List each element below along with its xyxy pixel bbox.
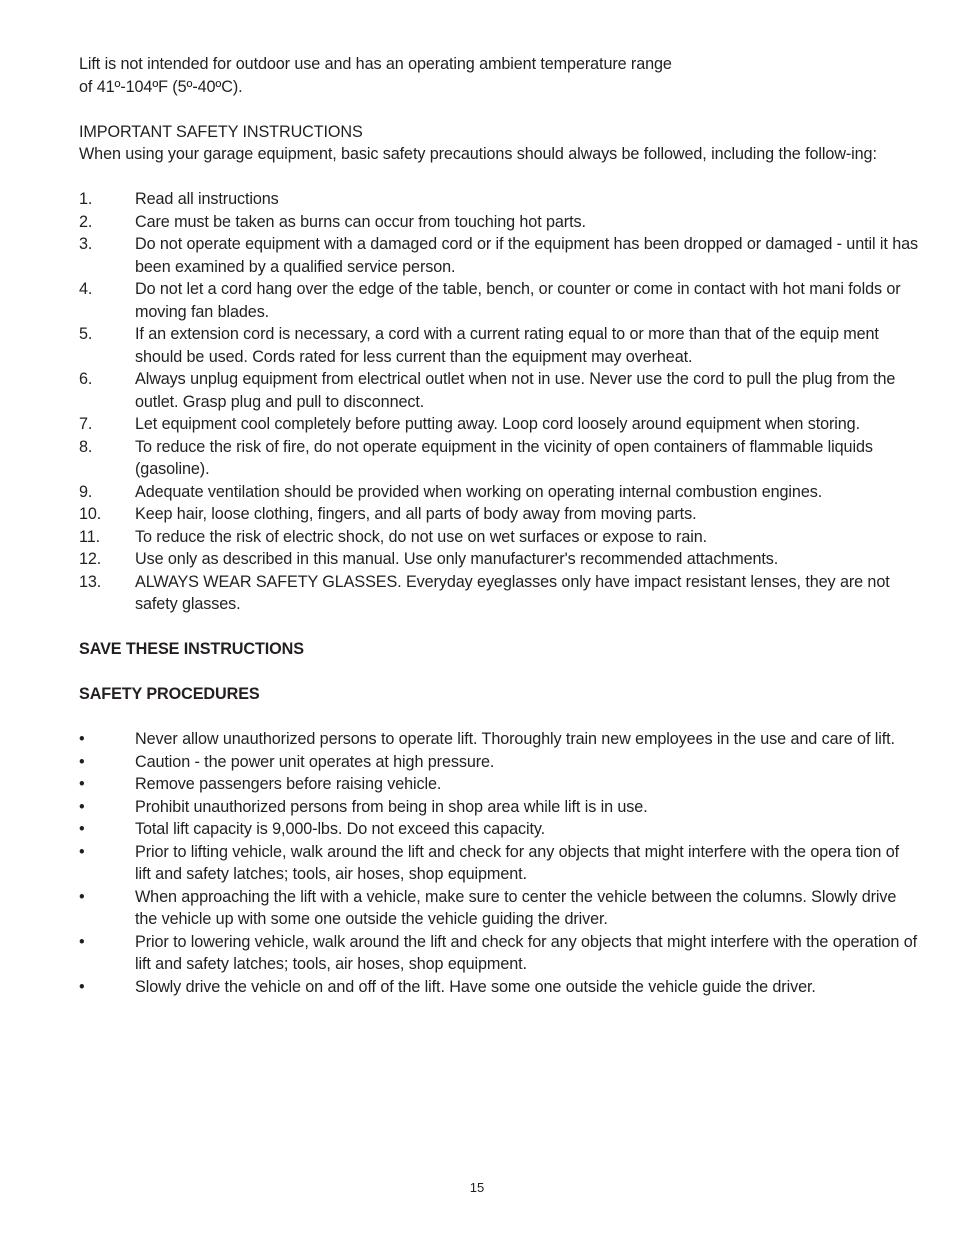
item-number: 11. bbox=[79, 527, 101, 546]
list-item bbox=[79, 976, 919, 999]
list-item bbox=[79, 548, 919, 571]
item-text: ALWAYS WEAR SAFETY GLASSES. Everyday eyeglasses only have impact resistant lenses, they are not safety glasses. bbox=[135, 572, 890, 613]
item-text: To reduce the risk of fire, do not operate equipment in the vicinity of open containers of flammable liquids (gasoline). bbox=[135, 437, 873, 478]
item-number: 3. bbox=[79, 235, 93, 253]
list-item bbox=[79, 278, 919, 323]
list-item bbox=[79, 751, 919, 774]
bullet-icon: • bbox=[79, 932, 85, 951]
list-item bbox=[79, 728, 919, 751]
intro-line-1: Lift is not intended for outdoor use and has an operating ambient temperature range bbox=[79, 55, 672, 73]
list-item bbox=[79, 211, 919, 234]
list-item bbox=[79, 413, 919, 436]
safety-instructions-list bbox=[79, 188, 919, 616]
item-text: When approaching the lift with a vehicle, make sure to center the vehicle between the columns. Slowly drive the vehicle up with some one outside the vehicle guiding the driver. bbox=[135, 887, 897, 928]
important-heading: IMPORTANT SAFETY INSTRUCTIONS bbox=[79, 122, 363, 141]
list-item bbox=[79, 841, 919, 886]
safety-procedures-list bbox=[79, 728, 919, 998]
item-text: Do not let a cord hang over the edge of the table, bench, or counter or come in contact with hot mani folds or moving fan blades. bbox=[135, 280, 901, 321]
item-text: Adequate ventilation should be provided when working on operating internal combustion engines. bbox=[135, 482, 823, 501]
item-text: Let equipment cool completely before putting away. Loop cord loosely around equipment when storing. bbox=[135, 415, 860, 433]
item-number: 6. bbox=[79, 370, 93, 388]
item-number: 2. bbox=[79, 212, 93, 231]
save-instructions-heading: SAVE THESE INSTRUCTIONS bbox=[79, 640, 304, 658]
item-number: 4. bbox=[79, 280, 93, 298]
item-number: 9. bbox=[79, 482, 93, 501]
bullet-icon: • bbox=[79, 977, 85, 996]
list-item bbox=[79, 503, 919, 526]
item-text: Total lift capacity is 9,000-lbs. Do not exceed this capacity. bbox=[135, 820, 546, 838]
bullet-icon: • bbox=[79, 887, 85, 906]
bullet-icon: • bbox=[79, 820, 85, 838]
bullet-icon: • bbox=[79, 797, 85, 816]
item-text: Keep hair, loose clothing, fingers, and all parts of body away from moving parts. bbox=[135, 505, 697, 523]
item-text: Prohibit unauthorized persons from being in shop area while lift is in use. bbox=[135, 797, 648, 816]
item-text: To reduce the risk of electric shock, do not use on wet surfaces or expose to rain. bbox=[135, 527, 708, 546]
item-text: Prior to lowering vehicle, walk around the lift and check for any objects that might interfere with the operation of lift and safety latches; tools, air hoses, shop equipment. bbox=[135, 932, 918, 973]
item-text: Caution - the power unit operates at high pressure. bbox=[135, 752, 495, 771]
item-text: If an extension cord is necessary, a cord with a current rating equal to or more than that of the equip ment should be used. Cords rated for less current than the equipment may overheat. bbox=[135, 325, 879, 366]
item-text: Do not operate equipment with a damaged cord or if the equipment has been dropped or damaged - until it has been examined by a qualified service person. bbox=[135, 235, 918, 276]
list-item bbox=[79, 773, 919, 796]
list-item bbox=[79, 188, 919, 211]
bullet-icon: • bbox=[79, 842, 85, 861]
item-text: Remove passengers before raising vehicle. bbox=[135, 775, 442, 793]
safety-procedures-heading: SAFETY PROCEDURES bbox=[79, 685, 260, 703]
intro-line-2: of 41º-104ºF (5º-40ºC). bbox=[79, 77, 243, 96]
item-text: Read all instructions bbox=[135, 190, 279, 208]
item-number: 5. bbox=[79, 325, 93, 343]
item-text: Slowly drive the vehicle on and off of the lift. Have some one outside the vehicle guide the driver. bbox=[135, 977, 816, 996]
list-item bbox=[79, 368, 919, 413]
item-number: 7. bbox=[79, 415, 93, 433]
manual-page-body bbox=[79, 53, 919, 998]
item-text: Always unplug equipment from electrical outlet when not in use. Never use the cord to pull the plug from the outlet. Grasp plug and pull to disconnect. bbox=[135, 370, 896, 411]
item-number: 12. bbox=[79, 550, 102, 568]
list-item bbox=[79, 233, 919, 278]
list-item bbox=[79, 323, 919, 368]
list-item bbox=[79, 818, 919, 841]
list-item bbox=[79, 481, 919, 504]
item-number: 1. bbox=[79, 190, 93, 208]
item-text: Use only as described in this manual. Use only manufacturer's recommended attachments. bbox=[135, 550, 779, 568]
important-intro: When using your garage equipment, basic safety precautions should always be followed, including the follow-ing: bbox=[79, 145, 877, 163]
page-number: 15 bbox=[469, 1180, 485, 1195]
bullet-icon: • bbox=[79, 775, 85, 793]
item-text: Prior to lifting vehicle, walk around the lift and check for any objects that might interfere with the opera tion of lift and safety latches; tools, air hoses, shop equipment. bbox=[135, 842, 900, 883]
bullet-icon: • bbox=[79, 752, 85, 771]
list-item bbox=[79, 931, 919, 976]
bullet-icon: • bbox=[79, 730, 85, 748]
list-item bbox=[79, 886, 919, 931]
list-item bbox=[79, 436, 919, 481]
item-number: 10. bbox=[79, 505, 102, 523]
list-item bbox=[79, 526, 919, 549]
item-text: Care must be taken as burns can occur from touching hot parts. bbox=[135, 212, 586, 231]
list-item bbox=[79, 796, 919, 819]
item-number: 13. bbox=[79, 572, 102, 591]
item-number: 8. bbox=[79, 437, 93, 456]
list-item bbox=[79, 571, 919, 616]
item-text: Never allow unauthorized persons to operate lift. Thoroughly train new employees in the use and care of lift. bbox=[135, 730, 895, 748]
